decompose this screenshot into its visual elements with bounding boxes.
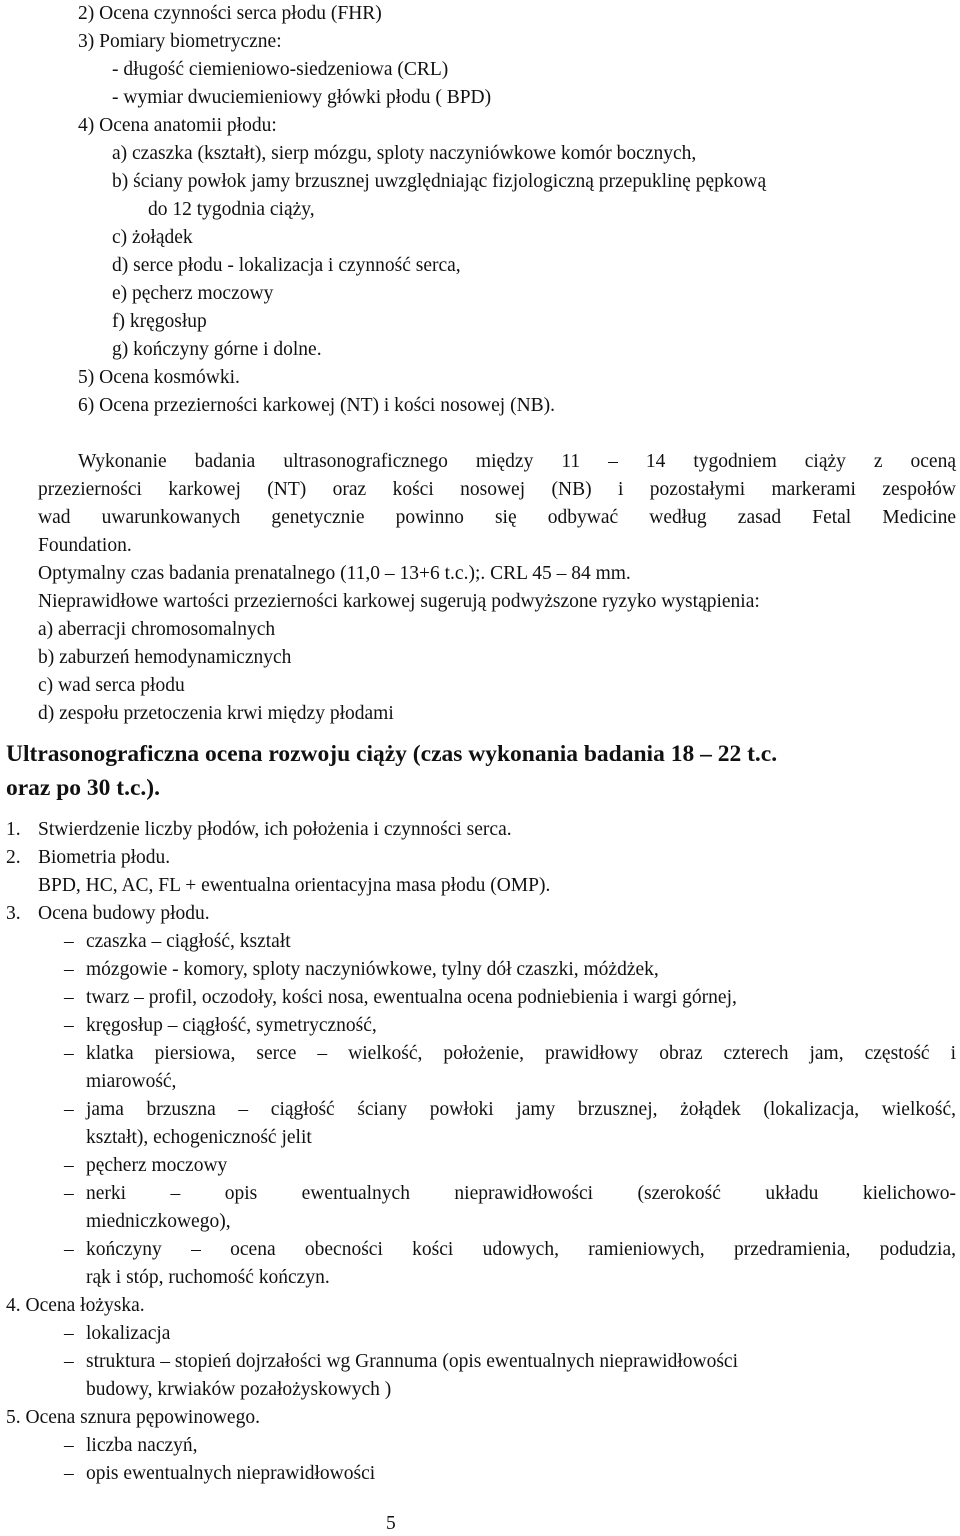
dash-bullet: – (64, 959, 74, 980)
dash-bullet: – (64, 1239, 74, 1260)
dash-item-continuation: budowy, krwiaków pozałożyskowych ) (86, 1379, 392, 1400)
dash-item: opis ewentualnych nieprawidłowości (86, 1463, 376, 1484)
dash-bullet: – (64, 1351, 74, 1372)
dash-item: twarz – profil, oczodoły, kości nosa, ewentualna ocena podniebienia i wargi górnej, (86, 987, 737, 1008)
section-item: 5. Ocena sznura pępowinowego. (6, 1407, 260, 1428)
dash-item: kończyny – ocena obecności kości udowych, ramieniowych, przedramienia, podudzia, (86, 1239, 956, 1260)
list-item: 2) Ocena czynności serca płodu (FHR) (78, 3, 382, 24)
dash-bullet: – (64, 1043, 74, 1064)
dash-item: czaszka – ciągłość, kształt (86, 931, 291, 952)
list-item: 5) Ocena kosmówki. (78, 367, 240, 388)
dash-item: lokalizacja (86, 1323, 171, 1344)
dash-bullet: – (64, 1435, 74, 1456)
dash-bullet: – (64, 1015, 74, 1036)
dash-bullet: – (64, 931, 74, 952)
list-subitem: d) serce płodu - lokalizacja i czynność serca, (112, 255, 461, 276)
page-number: 5 (386, 1513, 396, 1534)
dash-item: jama brzuszna – ciągłość ściany powłoki jamy brzusznej, żołądek (lokalizacja, wielkość, (86, 1099, 956, 1120)
list-subitem: c) żołądek (112, 227, 193, 248)
paragraph-line (78, 450, 956, 474)
list-item: 6) Ocena przezierności karkowej (NT) i kości nosowej (NB). (78, 395, 556, 416)
list-subitem: a) czaszka (kształt), sierp mózgu, sploty naczyniówkowe komór bocznych, (112, 143, 697, 164)
list-item: 4) Ocena anatomii płodu: (78, 115, 277, 136)
list-subitem-continuation: do 12 tygodnia ciąży, (148, 199, 315, 220)
dash-item: pęcherz moczowy (86, 1155, 228, 1176)
list-subitem: b) ściany powłok jamy brzusznej uwzględniając fizjologiczną przepuklinę pępkową (112, 171, 767, 192)
list-subitem: f) kręgosłup (112, 311, 207, 332)
dash-item: struktura – stopień dojrzałości wg Grannuma (opis ewentualnych nieprawidłowości (86, 1351, 739, 1372)
section-heading: Ultrasonograficzna ocena rozwoju ciąży (czas wykonania badania 18 – 22 t.c. (6, 741, 778, 767)
dash-bullet: – (64, 1155, 74, 1176)
section-heading-continuation: oraz po 30 t.c.). (6, 775, 161, 801)
list-item: c) wad serca płodu (38, 675, 185, 696)
dash-bullet: – (64, 1099, 74, 1120)
paragraph-line: Optymalny czas badania prenatalnego (11,0 – 13+6 t.c.);. CRL 45 – 84 mm. (38, 563, 631, 584)
paragraph-line: Nieprawidłowe wartości przezierności karkowej sugerują podwyższone ryzyko wystąpienia: (38, 591, 760, 612)
section-item: 4. Ocena łożyska. (6, 1295, 145, 1316)
list-item: 3) Pomiary biometryczne: (78, 31, 282, 52)
paragraph-line: Foundation. (38, 535, 132, 556)
dash-bullet: – (64, 987, 74, 1008)
section-number: 1. (6, 819, 21, 840)
section-item: Biometria płodu. (38, 847, 171, 868)
dash-item: klatka piersiowa, serce – wielkość, położenie, prawidłowy obraz czterech jam, częstość i (86, 1043, 956, 1064)
list-item: b) zaburzeń hemodynamicznych (38, 647, 292, 668)
list-subitem: - wymiar dwuciemieniowy główki płodu ( BPD) (112, 87, 492, 108)
list-subitem: e) pęcherz moczowy (112, 283, 274, 304)
dash-bullet: – (64, 1323, 74, 1344)
list-item: a) aberracji chromosomalnych (38, 619, 276, 640)
section-number: 3. (6, 903, 21, 924)
dash-bullet: – (64, 1183, 74, 1204)
section-item-detail: BPD, HC, AC, FL + ewentualna orientacyjna masa płodu (OMP). (38, 875, 551, 896)
list-subitem: g) kończyny górne i dolne. (112, 339, 322, 360)
dash-bullet: – (64, 1463, 74, 1484)
paragraph-text: Wykonanie badania ultrasonograficznego między 11 – 14 tygodniem ciąży z oceną (78, 451, 956, 472)
dash-item: mózgowie - komory, sploty naczyniówkowe, tylny dół czaszki, móżdżek, (86, 959, 659, 980)
section-number: 2. (6, 847, 21, 868)
dash-item: liczba naczyń, (86, 1435, 198, 1456)
dash-item-continuation: rąk i stóp, ruchomość kończyn. (86, 1267, 330, 1288)
section-item: Stwierdzenie liczby płodów, ich położenia i czynności serca. (38, 819, 512, 840)
dash-item: nerki – opis ewentualnych nieprawidłowości (szerokość układu kielichowo- (86, 1183, 956, 1204)
dash-item-continuation: miarowość, (86, 1071, 177, 1092)
dash-item-continuation: kształt), echogeniczność jelit (86, 1127, 312, 1148)
dash-item-continuation: miedniczkowego), (86, 1211, 231, 1232)
section-item: Ocena budowy płodu. (38, 903, 210, 924)
list-item: d) zespołu przetoczenia krwi między płodami (38, 703, 394, 724)
list-subitem: - długość ciemieniowo-siedzeniowa (CRL) (112, 59, 449, 80)
paragraph-line: wad uwarunkowanych genetycznie powinno się odbywać według zasad Fetal Medicine (38, 507, 956, 528)
dash-item: kręgosłup – ciągłość, symetryczność, (86, 1015, 377, 1036)
paragraph-line: przezierności karkowej (NT) oraz kości nosowej (NB) i pozostałymi markerami zespołów (38, 479, 956, 500)
justified-line (78, 450, 956, 474)
